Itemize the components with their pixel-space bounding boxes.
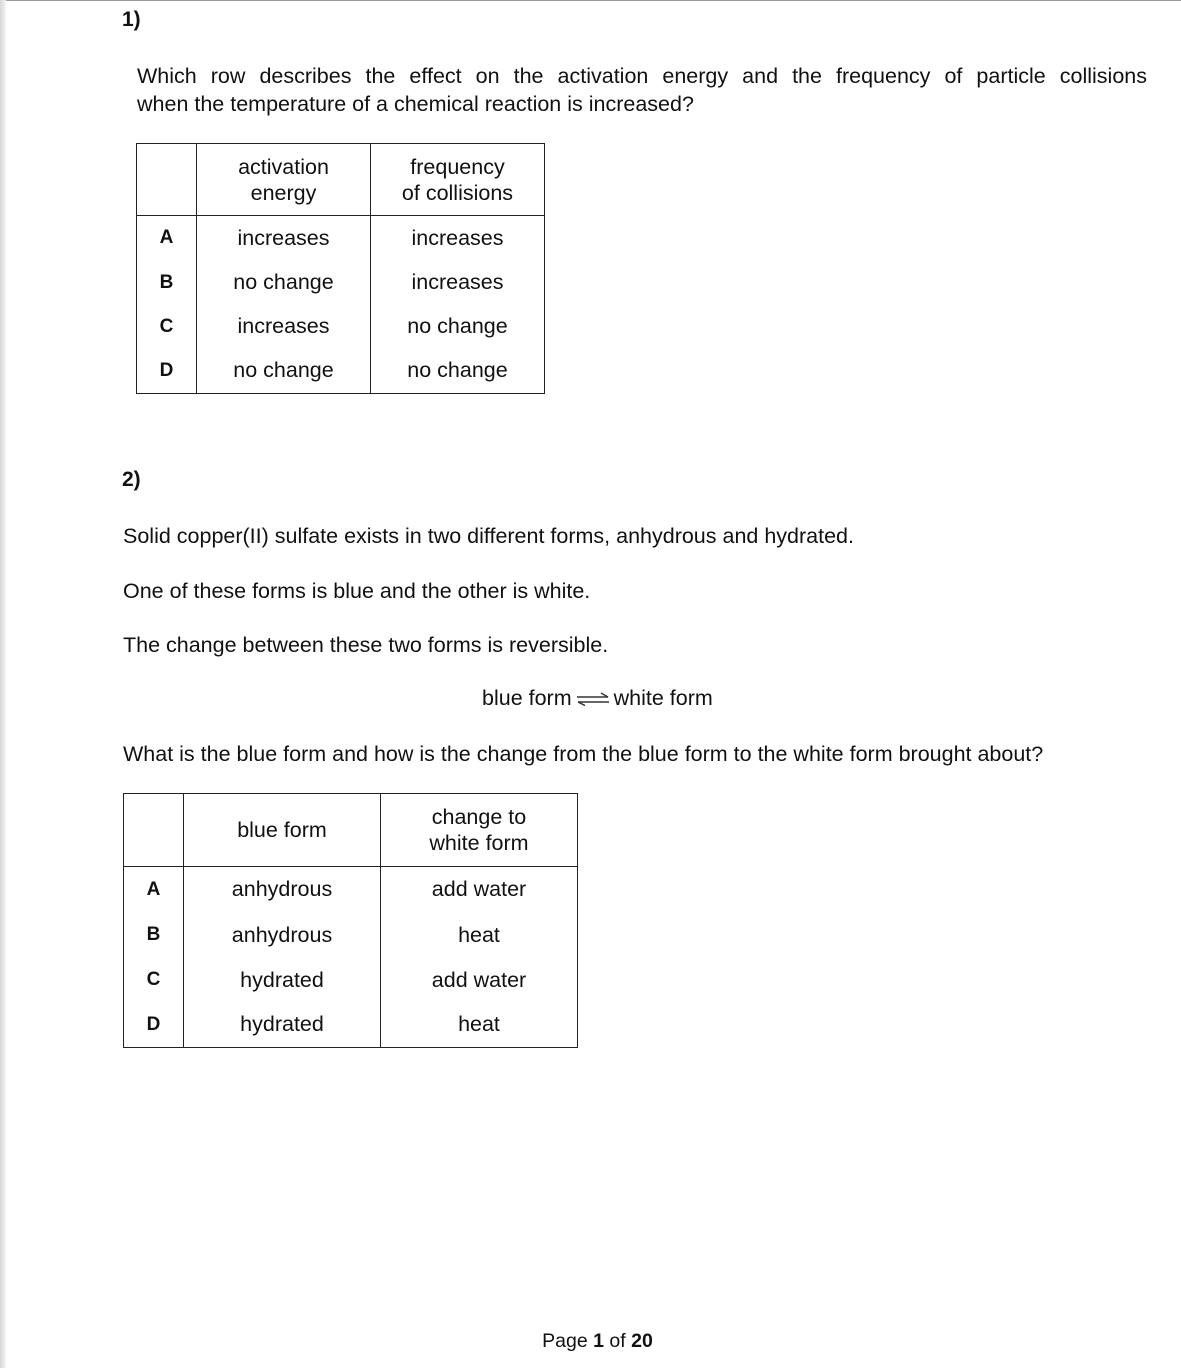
table-cell: increases (371, 216, 545, 261)
option-letter: D (124, 1003, 184, 1048)
table-row (137, 349, 545, 394)
question-2-paragraph-1: Solid copper(II) sulfate exists in two different forms, anhydrous and hydrated. (123, 524, 854, 548)
option-letter: C (137, 305, 197, 349)
header-line: change to (431, 805, 527, 829)
table-cell: hydrated (184, 958, 381, 1003)
table-cell: add water (381, 958, 578, 1003)
header-line: of collisions (401, 180, 514, 205)
option-letter: A (124, 867, 184, 913)
equation-right: white form (613, 686, 713, 710)
footer-of-label: of (609, 1330, 626, 1352)
table-header-row (137, 144, 545, 216)
table-cell: add water (381, 867, 578, 913)
table-row (137, 305, 545, 349)
page-footer (0, 1330, 1181, 1353)
header-cell-letter (124, 794, 184, 867)
footer-total-pages: 20 (631, 1330, 653, 1352)
question-1-text-line2: when the temperature of a chemical reaction is increased? (137, 92, 694, 116)
table-header-row (124, 794, 578, 867)
header-line: energy (250, 180, 317, 205)
table-row (124, 913, 578, 958)
header-cell-letter (137, 144, 197, 216)
question-2-paragraph-2: One of these forms is blue and the other is white. (123, 579, 591, 603)
header-cell-activation-energy (197, 144, 371, 216)
option-letter: D (137, 349, 197, 394)
table-cell: anhydrous (184, 867, 381, 913)
table-row (137, 216, 545, 261)
table-cell: heat (381, 1003, 578, 1048)
option-letter: C (124, 958, 184, 1003)
table-row (124, 958, 578, 1003)
page-top-rule (6, 0, 1181, 1)
header-cell-blue-form (184, 794, 381, 867)
table-row (124, 867, 578, 913)
header-line: blue form (237, 818, 327, 842)
question-1-number: 1) (122, 8, 141, 31)
header-line: activation (238, 154, 329, 179)
table-cell: anhydrous (184, 913, 381, 958)
reversible-arrow-icon (575, 687, 611, 712)
question-1-text-line1: Which row describes the effect on the activation energy and the frequency of particle collisions (137, 64, 1147, 88)
question-2-answer-table (123, 793, 578, 1048)
question-2-paragraph-3: The change between these two forms is reversible. (123, 633, 609, 657)
page-left-edge (0, 0, 6, 1368)
header-line: frequency (410, 154, 505, 179)
footer-current-page: 1 (593, 1330, 604, 1352)
header-cell-change-to-white-form (381, 794, 578, 867)
option-letter: B (124, 913, 184, 958)
option-letter: B (137, 261, 197, 305)
table-cell: increases (371, 261, 545, 305)
table-cell: no change (371, 349, 545, 394)
table-cell: no change (371, 305, 545, 349)
table-cell: increases (197, 305, 371, 349)
footer-page-label: Page (542, 1330, 588, 1352)
header-line: white form (429, 831, 529, 855)
table-cell: hydrated (184, 1003, 381, 1048)
table-cell: increases (197, 216, 371, 261)
reaction-equation (482, 686, 713, 712)
question-1-text (137, 62, 1147, 118)
table-cell: no change (197, 261, 371, 305)
table-cell: heat (381, 913, 578, 958)
table-row (137, 261, 545, 305)
table-row (124, 1003, 578, 1048)
option-letter: A (137, 216, 197, 261)
table-cell: no change (197, 349, 371, 394)
question-2-text: What is the blue form and how is the change from the blue form to the white form brought about? (123, 742, 1044, 766)
question-2-number: 2) (122, 468, 141, 491)
equation-left: blue form (482, 686, 572, 710)
header-cell-frequency-of-collisions (371, 144, 545, 216)
question-1-answer-table (136, 143, 545, 394)
